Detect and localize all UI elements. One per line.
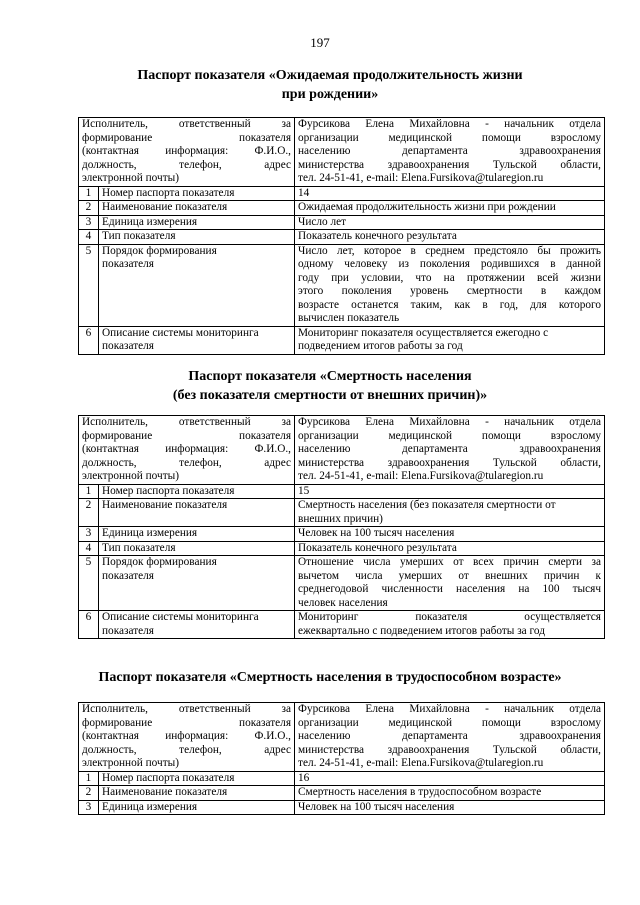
row-number: 6 (79, 611, 99, 639)
row-number: 3 (79, 215, 99, 230)
passport-table (78, 117, 605, 355)
row-label: Номер паспорта показателя (99, 186, 295, 201)
row-label: Единица измерения (99, 215, 295, 230)
row-label: Описание системы мониторинга показателя (99, 326, 295, 354)
table-row (79, 215, 605, 230)
row-label: Наименование показателя (99, 786, 295, 801)
row-label: Порядок формирования показателя (99, 244, 295, 326)
table-row (79, 541, 605, 556)
row-number: 1 (79, 771, 99, 786)
executor-row (79, 118, 605, 187)
row-label: Порядок формирования показателя (99, 556, 295, 611)
row-number: 2 (79, 499, 99, 527)
title-line: при рождении» (281, 87, 379, 102)
row-label: Описание системы мониторинга показателя (99, 611, 295, 639)
page-number: 197 (310, 35, 330, 50)
row-value: 15 (295, 484, 605, 499)
table-row (79, 800, 605, 815)
table-row (79, 244, 605, 326)
row-number: 2 (79, 201, 99, 216)
row-value: Человек на 100 тысяч населения (295, 527, 605, 542)
executor-label: Исполнитель, ответственный за формирование показателя (контактная информация: Ф.И.О., должность, телефон, адрес электронной почты) (79, 118, 295, 187)
row-value: Число лет, которое в среднем предстояло бы прожить одному человеку из поколения родившихся в данной году при условии, что на протяжении всей жизни этого поколения уровень смертности в каждом возрасте останется таким, как в год, для которого вычислен показатель (295, 244, 605, 326)
row-value: Смертность населения в трудоспособном возрасте (295, 786, 605, 801)
table-row (79, 771, 605, 786)
row-number: 5 (79, 556, 99, 611)
title-line: (без показателя смертности от внешних причин)» (172, 388, 488, 403)
table-row (79, 556, 605, 611)
table-row (79, 201, 605, 216)
table-row (79, 230, 605, 245)
row-value: Отношение числа умерших от всех причин смерти за вычетом числа умерших от внешних причин к среднегодовой численности населения на 100 тысяч человек населения (295, 556, 605, 611)
row-label: Единица измерения (99, 800, 295, 815)
table-row (79, 326, 605, 354)
table-row (79, 499, 605, 527)
passport-table (78, 415, 605, 639)
section-title (70, 367, 590, 405)
table-row (79, 611, 605, 639)
row-label: Наименование показателя (99, 499, 295, 527)
row-number: 6 (79, 326, 99, 354)
row-number: 4 (79, 230, 99, 245)
row-label: Наименование показателя (99, 201, 295, 216)
row-value: Человек на 100 тысяч населения (295, 800, 605, 815)
row-value: Смертность населения (без показателя смертности от внешних причин) (295, 499, 605, 527)
row-number: 3 (79, 800, 99, 815)
row-value: Показатель конечного результата (295, 541, 605, 556)
section-title (70, 668, 590, 687)
row-value: Ожидаемая продолжительность жизни при рождении (295, 201, 605, 216)
row-value: Мониторинг показателя осуществляется ежеквартально с подведением итогов работы за год (295, 611, 605, 639)
title-line: Паспорт показателя «Смертность населения (188, 369, 472, 384)
row-value: 14 (295, 186, 605, 201)
title-line: Паспорт показателя «Смертность населения в трудоспособном возрасте» (98, 670, 562, 685)
table-row (79, 186, 605, 201)
row-value: Мониторинг показателя осуществляется ежегодно с подведением итогов работы за год (295, 326, 605, 354)
row-label: Номер паспорта показателя (99, 484, 295, 499)
row-value: Показатель конечного результата (295, 230, 605, 245)
executor-value: Фурсикова Елена Михайловна - начальник отдела организации медицинской помощи взрослому населению департамента здравоохранения министерства здравоохранения Тульской области, тел. 24-51-41, e-mail: Elena.Fursikova@tularegion.ru (295, 416, 605, 485)
executor-value: Фурсикова Елена Михайловна - начальник отдела организации медицинской помощи взрослому населению департамента здравоохранения министерства здравоохранения Тульской области, тел. 24-51-41, e-mail: Elena.Fursikova@tularegion.ru (295, 703, 605, 772)
row-number: 5 (79, 244, 99, 326)
title-line: Паспорт показателя «Ожидаемая продолжительность жизни (137, 68, 523, 83)
row-number: 1 (79, 484, 99, 499)
section-title (70, 66, 590, 104)
executor-row (79, 416, 605, 485)
row-value: Число лет (295, 215, 605, 230)
table-row (79, 484, 605, 499)
row-value: 16 (295, 771, 605, 786)
row-label: Тип показателя (99, 230, 295, 245)
passport-table (78, 702, 605, 815)
row-number: 1 (79, 186, 99, 201)
row-number: 3 (79, 527, 99, 542)
executor-row (79, 703, 605, 772)
executor-label: Исполнитель, ответственный за формирование показателя (контактная информация: Ф.И.О., должность, телефон, адрес электронной почты) (79, 416, 295, 485)
row-label: Тип показателя (99, 541, 295, 556)
row-number: 2 (79, 786, 99, 801)
executor-label: Исполнитель, ответственный за формирование показателя (контактная информация: Ф.И.О., должность, телефон, адрес электронной почты) (79, 703, 295, 772)
row-number: 4 (79, 541, 99, 556)
table-row (79, 786, 605, 801)
row-label: Номер паспорта показателя (99, 771, 295, 786)
row-label: Единица измерения (99, 527, 295, 542)
table-row (79, 527, 605, 542)
executor-value: Фурсикова Елена Михайловна - начальник отдела организации медицинской помощи взрослому населению департамента здравоохранения министерства здравоохранения Тульской области, тел. 24-51-41, e-mail: Elena.Fursikova@tularegion.ru (295, 118, 605, 187)
